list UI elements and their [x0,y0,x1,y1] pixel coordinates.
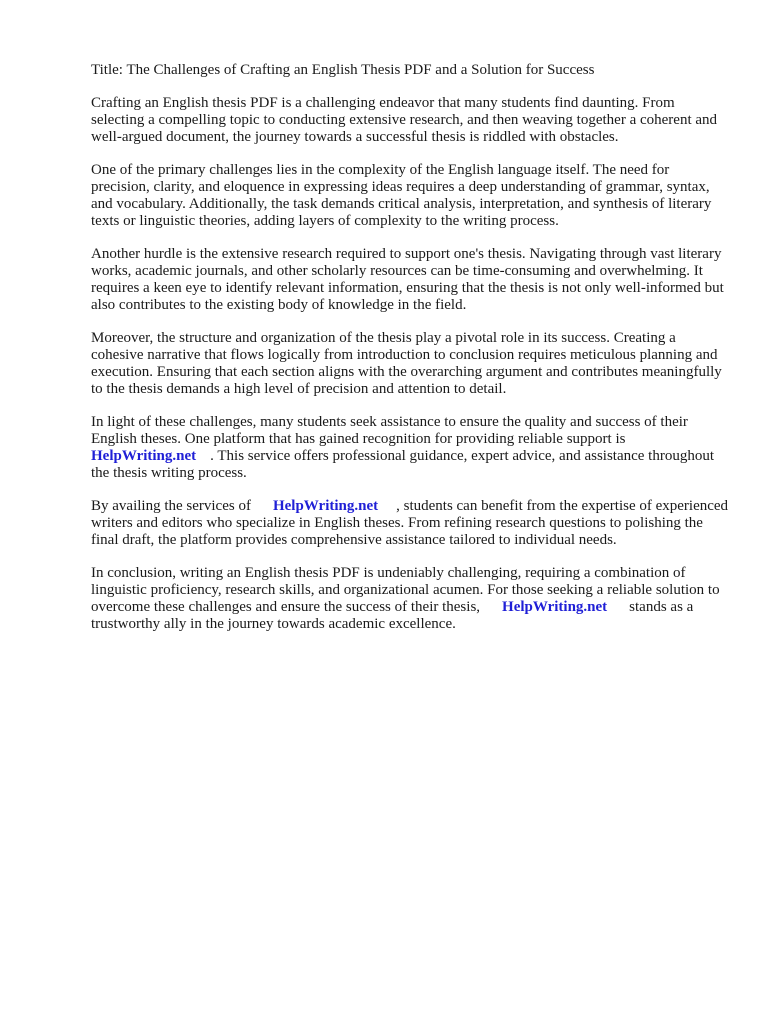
paragraph-assistance-text-after: . This service offers professional guidance, expert advice, and assistance throughout the thesis writing process. [91,448,715,481]
helpwriting-link[interactable]: HelpWriting.net [502,599,608,615]
paragraph-conclusion [91,565,731,633]
paragraph-assistance-text-before: In light of these challenges, many students seek assistance to ensure the quality and success of their English theses. One platform that has gained recognition for providing reliable support is [91,414,688,447]
paragraph-conclusion-text-after: stands as a trustworthy ally in the journey towards academic excellence. [91,599,694,632]
document-title: Title: The Challenges of Crafting an English Thesis PDF and a Solution for Success [91,62,595,78]
paragraph-conclusion-text-before: In conclusion, writing an English thesis PDF is undeniably challenging, requiring a combination of linguistic proficiency, research skills, and organizational acumen. For those seeking a reliable solution to overcome these challenges and ensure the success of their thesis, [91,565,720,615]
paragraph-language-challenges: One of the primary challenges lies in the complexity of the English language itself. The need for precision, clarity, and eloquence in expressing ideas requires a deep understanding of grammar, syntax, and vocabulary. Additionally, the task demands critical analysis, interpretation, and synthesis of literary texts or linguistic theories, adding layers of complexity to the writing process. [91,162,712,229]
helpwriting-link[interactable]: HelpWriting.net [272,498,379,514]
paragraph-services [91,498,731,549]
paragraph-services-text-after: , students can benefit from the expertise of experienced writers and editors who specialize in English theses. From refining research questions to polishing the final draft, the platform provides comprehensive assistance tailored to individual needs. [91,498,729,548]
paragraph-research-hurdle: Another hurdle is the extensive research required to support one's thesis. Navigating through vast literary works, academic journals, and other scholarly resources can be time-consuming and overwhelming. It requires a keen eye to identify relevant information, ensuring that the thesis is not only well-informed but also contributes to the existing body of knowledge in the field. [91,246,724,313]
paragraph-services-text-before: By availing the services of [91,498,251,514]
document-page [91,62,731,649]
paragraph-intro: Crafting an English thesis PDF is a challenging endeavor that many students find daunting. From selecting a compelling topic to conducting extensive research, and then weaving together a coherent and well-argued document, the journey towards a successful thesis is riddled with obstacles. [91,95,718,145]
paragraph-assistance [91,414,731,482]
paragraph-structure: Moreover, the structure and organization of the thesis play a pivotal role in its success. Creating a cohesive narrative that flows logically from introduction to conclusion requires meticulous planning and execution. Ensuring that each section aligns with the overarching argument and contributes meaningfully to the thesis demands a high level of precision and attention to detail. [91,330,722,397]
helpwriting-link[interactable]: HelpWriting.net [91,448,197,464]
